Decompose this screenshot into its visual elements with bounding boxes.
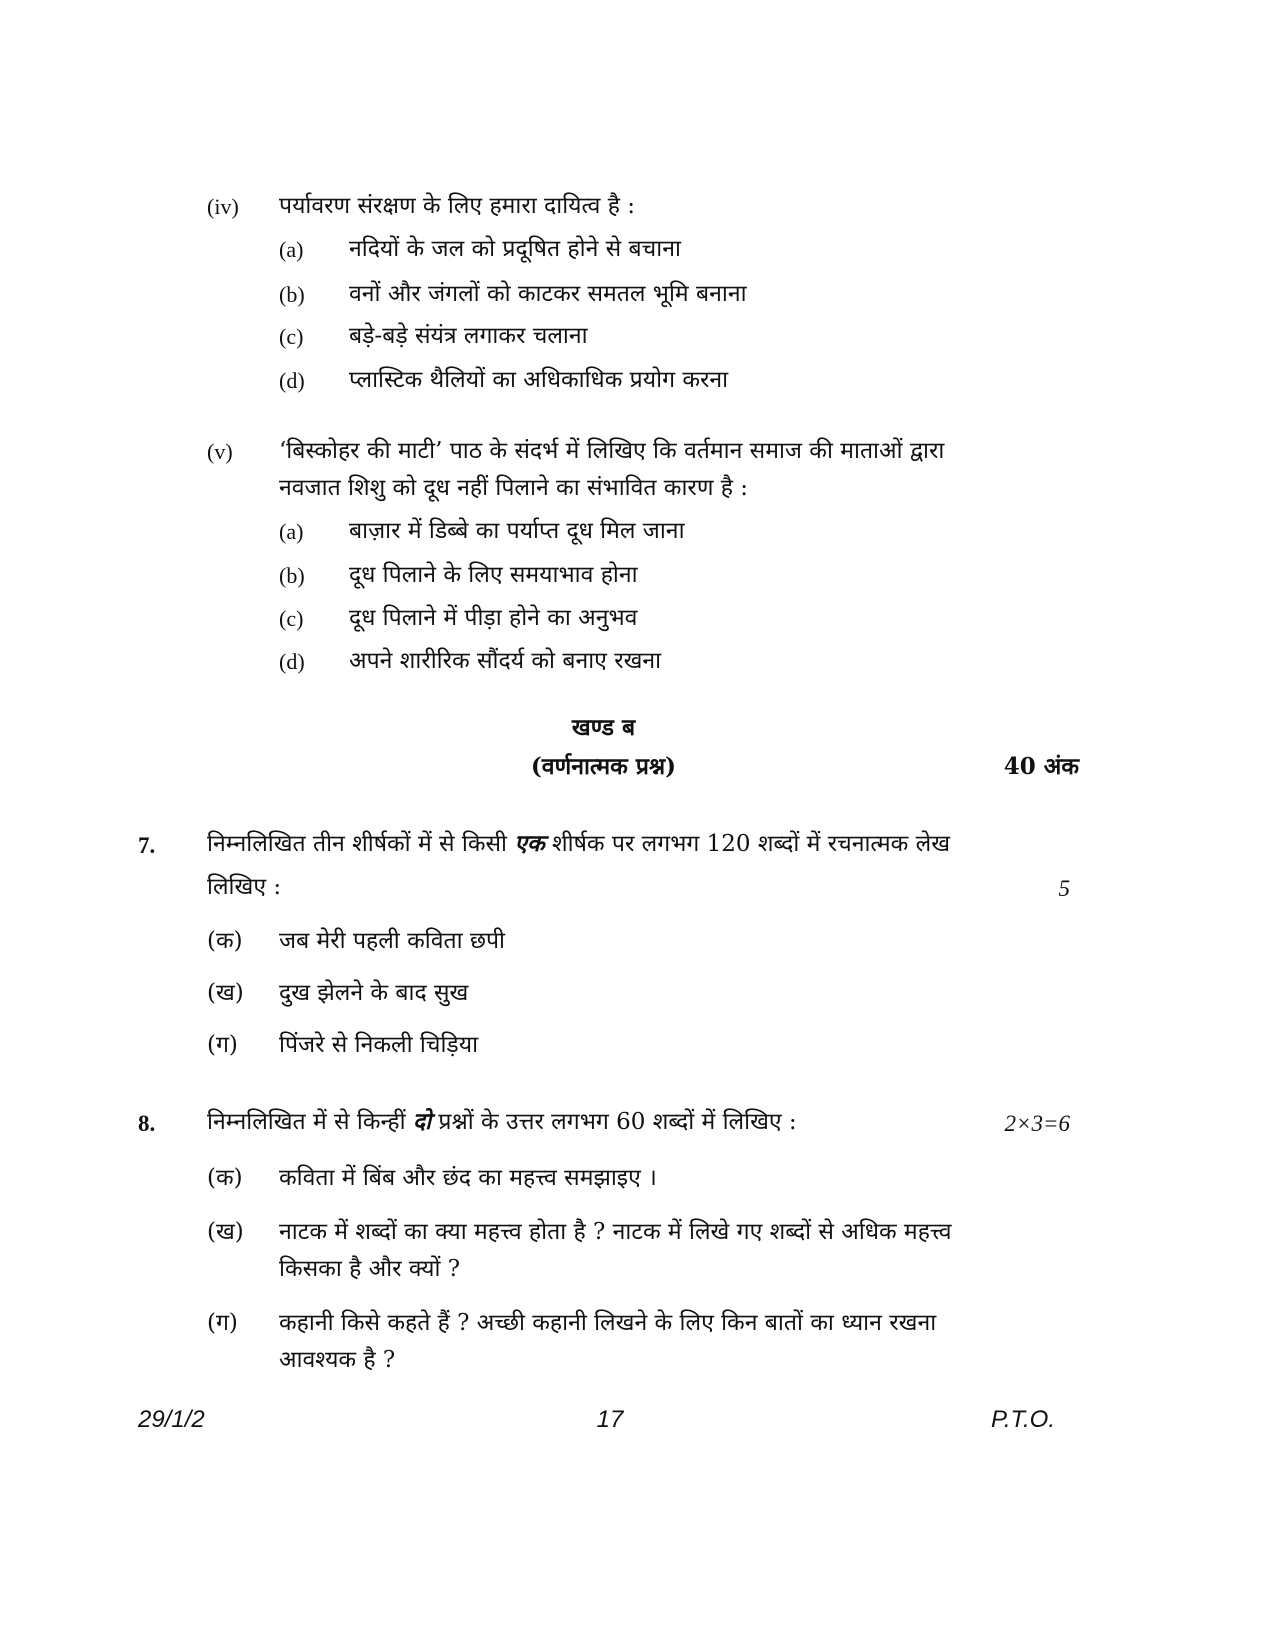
q6-iv-label: (iv) (207, 194, 239, 219)
footer-paper-code: 29/1/2 (138, 1406, 205, 1433)
q7-text-line1 (207, 828, 950, 860)
q6-iv-option-label: (d) (279, 368, 305, 393)
q8-marks: 2×3=6 (1004, 1111, 1070, 1136)
q8-text-post: प्रश्नों के उत्तर लगभग 60 शब्दों में लिखिए : (438, 1109, 797, 1135)
q8-text-pre: निम्नलिखित में से किन्हीं (207, 1109, 406, 1135)
footer-page-number: 17 (596, 1406, 624, 1433)
question-number: 8. (138, 1111, 156, 1136)
q7-text-line2: लिखिए : (207, 874, 282, 900)
q6-v-option-text: बाज़ार में डिब्बे का पर्याप्त दूध मिल जाना (349, 518, 685, 544)
section-subtitle: (वर्णनात्मक प्रश्न) (530, 753, 677, 780)
q8-option-label: (क) (207, 1165, 243, 1191)
q7-emphasis: एक (514, 830, 545, 857)
q8-option-label: (ख) (207, 1219, 244, 1245)
q6-iv-option-text: नदियों के जल को प्रदूषित होने से बचाना (349, 236, 681, 262)
q7-text-pre: निम्नलिखित तीन शीर्षकों में से किसी (207, 831, 507, 857)
section-marks: 40 अंक (1003, 753, 1079, 780)
q6-v-question-line2: नवजात शिशु को दूध नहीं पिलाने का संभावित कारण है : (279, 475, 749, 501)
q6-iv-question: पर्यावरण संरक्षण के लिए हमारा दायित्व है : (279, 193, 635, 219)
footer-pto: P.T.O. (990, 1406, 1055, 1433)
q7-option-label: (ख) (207, 980, 244, 1006)
q7-option-text: पिंजरे से निकली चिड़िया (279, 1032, 479, 1058)
q8-option-text: कविता में बिंब और छंद का महत्त्व समझाइए । (279, 1165, 657, 1191)
q6-v-option-label: (a) (279, 519, 304, 544)
q6-v-question-line1: ‘बिस्कोहर की माटी’ पाठ के संदर्भ में लिखिए कि वर्तमान समाज की माताओं द्वारा (279, 438, 945, 464)
q6-v-option-label: (c) (279, 606, 304, 631)
q6-iv-option-text: बड़े-बड़े संयंत्र लगाकर चलाना (349, 323, 588, 349)
q7-option-label: (क) (207, 928, 243, 954)
q6-v-option-label: (d) (279, 649, 305, 674)
section-title: खण्ड ब (571, 714, 636, 741)
question-number: 7. (138, 833, 156, 858)
q7-option-text: दुख झेलने के बाद सुख (279, 980, 469, 1006)
q8-option-text: नाटक में शब्दों का क्या महत्त्व होता है ? नाटक में लिखे गए शब्दों से अधिक महत्त्व (279, 1219, 952, 1245)
q6-v-option-text: दूध पिलाने के लिए समयाभाव होना (349, 562, 638, 588)
q6-v-option-text: अपने शारीरिक सौंदर्य को बनाए रखना (349, 648, 662, 674)
q7-option-label: (ग) (207, 1032, 238, 1058)
q6-iv-option-text: प्लास्टिक थैलियों का अधिकाधिक प्रयोग करना (349, 367, 729, 393)
q6-iv-option-label: (a) (279, 237, 304, 262)
q7-text-post: शीर्षक पर लगभग 120 शब्दों में रचनात्मक लेख (552, 831, 951, 857)
q8-emphasis: दो (412, 1108, 432, 1135)
q7-marks: 5 (1058, 876, 1070, 901)
q6-iv-option-text: वनों और जंगलों को काटकर समतल भूमि बनाना (349, 281, 747, 307)
q6-iv-option-label: (c) (279, 324, 304, 349)
q8-option-text: कहानी किसे कहते हैं ? अच्छी कहानी लिखने के लिए किन बातों का ध्यान रखना (279, 1310, 937, 1336)
q8-option-text-cont: आवश्यक है ? (279, 1347, 396, 1373)
q6-v-label: (v) (207, 439, 233, 464)
q6-v-option-label: (b) (279, 563, 305, 588)
q8-option-text-cont: किसका है और क्यों ? (279, 1256, 461, 1282)
q8-text (207, 1106, 797, 1138)
q8-option-label: (ग) (207, 1310, 238, 1336)
q6-iv-option-label: (b) (279, 282, 305, 307)
q7-option-text: जब मेरी पहली कविता छपी (279, 928, 506, 954)
q6-v-option-text: दूध पिलाने में पीड़ा होने का अनुभव (349, 605, 638, 631)
